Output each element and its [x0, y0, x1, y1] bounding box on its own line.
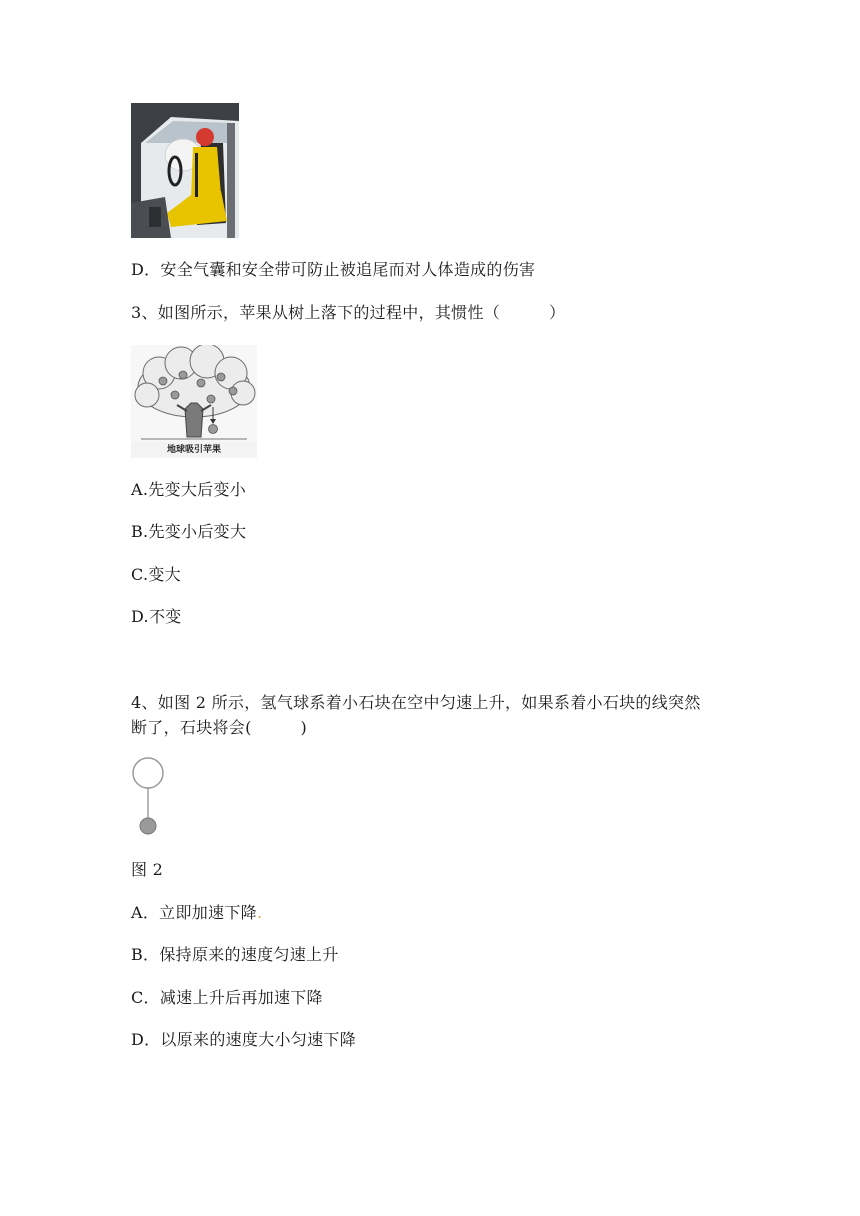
q4-option-d: D．以原来的速度大小匀速下降: [131, 1030, 357, 1049]
q4-option-c: C．减速上升后再加速下降: [131, 988, 323, 1007]
apple-tree-caption: 地球吸引苹果: [131, 442, 257, 458]
q4-figure-label: 图 2: [131, 860, 164, 879]
apple-tree-figure: [131, 345, 257, 458]
q3-option-b: B.先变小后变大: [131, 522, 247, 541]
q4-stem-line2: 断了，石块将会( ): [131, 718, 308, 737]
q4-stem-line1: 4、如图 2 所示，氢气球系着小石块在空中匀速上升，如果系着小石块的线突然: [131, 693, 701, 712]
q4-option-b: B．保持原来的速度匀速上升: [131, 945, 339, 964]
balloon-icon: [133, 758, 163, 788]
balloon-stone-illustration: [129, 756, 169, 838]
apple-tree-illustration: [131, 345, 257, 442]
q4-option-a-mark: .: [256, 903, 263, 922]
balloon-stone-figure: [129, 756, 169, 838]
q2-option-d: D．安全气囊和安全带可防止被追尾而对人体造成的伤害: [131, 260, 536, 279]
q4-option-a-text: A．立即加速下降: [131, 903, 257, 922]
airbag-crash-test-illustration: [131, 103, 239, 238]
q4-option-a: [131, 903, 262, 923]
q3-option-c: C.变大: [131, 565, 181, 584]
q3-option-d: D.不变: [131, 607, 182, 626]
airbag-photo: [131, 103, 239, 238]
q3-stem: 3、如图所示，苹果从树上落下的过程中，其惯性（ ）: [131, 303, 566, 322]
q3-option-a: A.先变大后变小: [131, 480, 247, 499]
stone-icon: [140, 818, 156, 834]
